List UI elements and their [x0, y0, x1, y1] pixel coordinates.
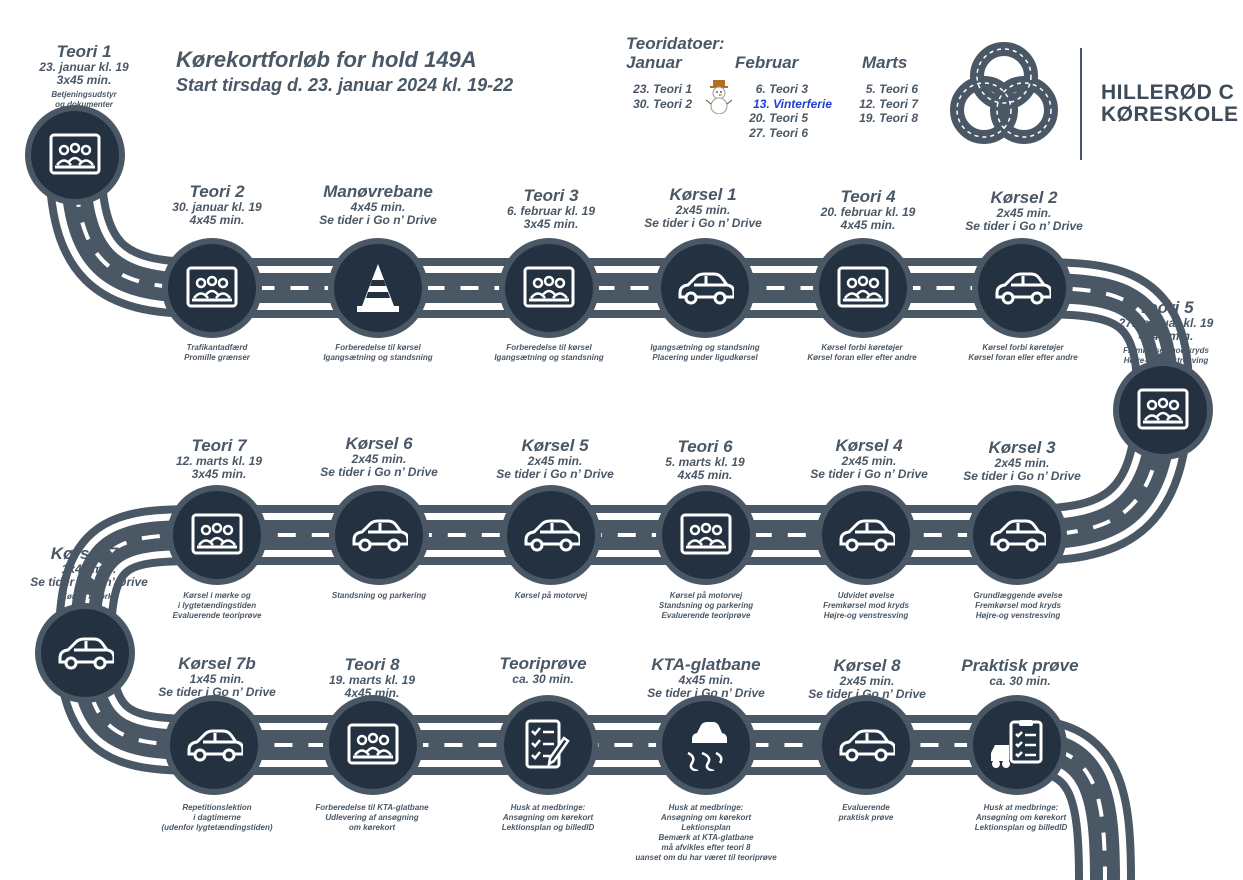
station-korsel4: [822, 491, 910, 579]
car-icon: [56, 636, 114, 670]
station-korsel3: [973, 491, 1061, 579]
station-korsel7b: [170, 701, 258, 789]
station-korsel6: [335, 491, 423, 579]
note-line: Standsning og parkering: [658, 601, 754, 610]
station-detail: 6. februar kl. 19: [506, 204, 596, 218]
station-detail: 2x45 min.: [527, 454, 583, 468]
station-detail: 2x45 min.: [996, 206, 1052, 220]
note-line: uanset om du har været til teoriprøve: [635, 853, 777, 862]
car-icon: [185, 728, 243, 762]
station-detail: 2x45 min.: [839, 674, 895, 688]
station-detail: Se tider i Go n’ Drive: [644, 216, 762, 230]
skid-icon: [682, 719, 730, 771]
station-label-teori3: [507, 186, 595, 231]
station-notes-korsel1: [650, 343, 759, 363]
station-notes-teori3: [494, 343, 603, 363]
station-teori1: [31, 111, 119, 199]
station-manovrebane: [334, 244, 422, 332]
note-line: Forberedelse til kørsel: [335, 343, 421, 352]
station-detail: 4x45 min.: [1138, 329, 1194, 343]
note-line: Ansøgning om kørekort: [502, 813, 594, 822]
note-line: Evaluerende: [842, 803, 890, 812]
note-line: Bemærk at KTA-glatbane: [658, 833, 754, 842]
note-line: Lektionsplan og billedID: [501, 823, 595, 832]
station-title: Teori 6: [677, 437, 733, 456]
station-detail: Se tider i Go n’ Drive: [808, 687, 926, 701]
station-title: KTA-glatbane: [651, 655, 761, 674]
station-label-kta: [647, 655, 765, 700]
classroom-icon: [523, 266, 575, 310]
station-notes-korsel5: [515, 591, 587, 601]
station-label-korsel2: [965, 188, 1083, 233]
station-label-teoriprove: [499, 654, 586, 686]
classroom-icon: [347, 723, 399, 767]
note-line: Kørsel forbi køretøjer: [821, 343, 903, 352]
note-line: Højre-og venstresving: [823, 611, 909, 620]
station-label-korsel7a: [30, 544, 148, 602]
cone-icon: [356, 262, 400, 314]
station-label-teori7: [176, 436, 262, 481]
note-line: Standsning og parkering: [331, 591, 427, 600]
station-detail: 2x45 min.: [841, 454, 897, 468]
note-line: Igangsætning og standsning: [494, 353, 604, 362]
car-icon: [837, 518, 895, 552]
car-icon: [676, 271, 734, 305]
station-detail: 5. marts kl. 19: [665, 455, 745, 469]
station-title: Kørsel 5: [521, 436, 589, 455]
station-detail: Se tider i Go n’ Drive: [158, 685, 276, 699]
note-line: Fremkørsel mod kryds: [975, 601, 1061, 610]
station-label-korsel1: [644, 185, 762, 230]
note-line: må afvikles efter teori 8: [661, 843, 751, 852]
station-label-korsel4: [810, 436, 928, 481]
station-detail: Se tider i Go n’ Drive: [963, 469, 1081, 483]
station-kta: [662, 701, 750, 789]
car-icon: [993, 271, 1051, 305]
note-line: Repetitionslektion: [182, 803, 252, 812]
station-detail: 4x45 min.: [840, 218, 896, 232]
classroom-icon: [186, 266, 238, 310]
logo-knot-icon: [948, 40, 1060, 152]
classroom-icon: [191, 513, 243, 557]
station-notes-korsel3: [974, 591, 1063, 621]
month-marts: Marts: [862, 53, 908, 72]
station-label-korsel6: [320, 434, 438, 479]
classroom-icon: [680, 513, 732, 557]
logo-line1: HILLERØD C: [1101, 81, 1235, 104]
classroom-icon: [1137, 388, 1189, 432]
note-line: Kørsel forbi køretøjer: [982, 343, 1064, 352]
note-line: praktisk prøve: [838, 813, 894, 822]
note-line: Forberedelse til KTA-glatbane: [315, 803, 429, 812]
note-line: Husk at medbringe:: [983, 803, 1059, 812]
station-praktisk: [973, 701, 1061, 789]
station-detail: 1x45 min.: [189, 672, 245, 686]
station-notes: [39, 90, 128, 110]
title-line1: Kørekortforløb for hold 149A: [176, 47, 477, 72]
station-label-manovrebane: [319, 182, 437, 227]
station-label-teori1: [39, 42, 128, 110]
note-line: Evaluerende teoriprøve: [172, 611, 262, 620]
note-line: Kørsel på motorvej: [514, 591, 588, 600]
station-title: Teori 5: [1138, 298, 1194, 317]
station-title: Teori 3: [523, 186, 579, 205]
note-line: Lektionsplan og billedID: [974, 823, 1068, 832]
station-detail: 30. januar kl. 19: [172, 200, 262, 214]
note-line: Grundlæggende øvelse: [973, 591, 1063, 600]
station-detail: 20. februar kl. 19: [820, 205, 916, 219]
station-notes-korsel7b: [161, 803, 272, 833]
station-korsel2: [978, 244, 1066, 332]
station-title: Kørsel 8: [833, 656, 901, 675]
month-februar: Februar: [735, 53, 799, 72]
station-title: Kørsel 6: [345, 434, 413, 453]
station-detail: 4x45 min.: [677, 468, 733, 482]
station-teori7: [173, 491, 261, 579]
month-januar: Januar: [626, 53, 682, 72]
schedule-line-highlight: 13. Vinterferie: [753, 96, 832, 111]
station-label-korsel5: [496, 436, 614, 481]
note-line: Udvidet øvelse: [837, 591, 895, 600]
station-detail: Se tider i Go n’ Drive: [965, 219, 1083, 233]
schedule-line: 27. Teori 6: [749, 125, 808, 140]
note-line: Fremkørsel mod kryds: [823, 601, 909, 610]
station-title: Manøvrebane: [323, 182, 433, 201]
note-line: Igangsætning og standsning: [650, 343, 760, 352]
station-detail: 23. januar kl. 19: [39, 60, 129, 74]
station-detail: ca. 30 min.: [512, 672, 574, 686]
schedule-januar-list: [622, 82, 692, 111]
station-title: Kørsel 7a: [50, 544, 128, 563]
station-label-teori5: [1119, 298, 1214, 366]
car-icon: [988, 518, 1046, 552]
station-detail: 2x45 min.: [994, 456, 1050, 470]
station-detail: 2x45 min.: [675, 203, 731, 217]
schedule-line: 19. Teori 8: [859, 111, 918, 125]
logo-text: [1101, 82, 1239, 126]
station-label-teori4: [821, 187, 916, 232]
station-notes-teori8: [315, 803, 428, 833]
classroom-icon: [837, 266, 889, 310]
station-notes-korsel6: [332, 591, 426, 601]
note-line: Forberedelse til kørsel: [506, 343, 592, 352]
station-detail: ca. 30 min.: [989, 674, 1051, 688]
station-detail: 3x45 min.: [56, 73, 112, 87]
note-line: Kørsel i mørke og: [183, 591, 251, 600]
station-korsel7a: [41, 609, 129, 697]
note-line: Kørsel i mørke: [61, 592, 117, 601]
title-line2: Start tirsdag d. 23. januar 2024 kl. 19-22: [176, 75, 514, 95]
station-label-teori8: [329, 655, 415, 700]
station-title: Teori 7: [191, 436, 247, 455]
station-korsel8: [822, 701, 910, 789]
station-detail: Se tider i Go n’ Drive: [810, 467, 928, 481]
station-detail: 27. februar kl. 19: [1118, 316, 1214, 330]
note-line: om kørekort: [348, 823, 396, 832]
station-title: Teori 8: [344, 655, 400, 674]
station-notes-teori4: [807, 343, 916, 363]
station-title: Kørsel 1: [669, 185, 737, 204]
station-detail: 4x45 min.: [350, 200, 406, 214]
schedule-heading: Teoridatoer:: [626, 34, 725, 53]
note-line: Kørsel foran eller efter andre: [807, 353, 917, 362]
station-notes-kta: [635, 803, 776, 863]
station-notes-teori6: [659, 591, 753, 621]
car-icon: [522, 518, 580, 552]
station-notes-teori7: [173, 591, 262, 621]
station-notes-korsel2: [968, 343, 1077, 363]
station-detail: 1x45 min.: [61, 562, 117, 576]
station-teori8: [329, 701, 417, 789]
station-label-korsel3: [963, 438, 1081, 483]
note-line: Husk at medbringe:: [510, 803, 586, 812]
station-detail: 19. marts kl. 19: [328, 673, 416, 687]
station-label-teori2: [172, 182, 261, 227]
station-title: Kørsel 4: [835, 436, 903, 455]
note-line: Ansøgning om kørekort: [975, 813, 1067, 822]
note-line: Lektionsplan: [681, 823, 731, 832]
station-title: Kørsel 2: [990, 188, 1058, 207]
station-detail: 2x45 min.: [351, 452, 407, 466]
note-line: (udenfor lygtetændingstiden): [161, 823, 273, 832]
logo-line2: KØRESKOLE: [1101, 103, 1239, 126]
note-line: Placering under ligudkørsel: [652, 353, 758, 362]
station-title: Kørsel 7b: [178, 654, 256, 673]
station-teori5: [1119, 366, 1207, 454]
checklist-icon: [524, 719, 572, 771]
station-detail: Se tider i Go n’ Drive: [319, 213, 437, 227]
station-detail: 4x45 min.: [344, 686, 400, 700]
station-notes-manovrebane: [323, 343, 432, 363]
station-notes-korsel4: [823, 591, 909, 621]
schedule-line: 6. Teori 3: [755, 82, 808, 96]
station-teori3: [505, 244, 593, 332]
station-notes: [1119, 346, 1214, 366]
car-icon: [350, 518, 408, 552]
station-detail: 4x45 min.: [189, 213, 245, 227]
station-detail: 4x45 min.: [678, 673, 734, 687]
schedule-line: 12. Teori 7: [859, 96, 918, 111]
station-title: Teori 1: [56, 42, 112, 61]
station-detail: Se tider i Go n’ Drive: [320, 465, 438, 479]
station-title: Praktisk prøve: [961, 656, 1079, 675]
station-label-teori6: [665, 437, 744, 482]
note-line: Trafikantadfærd: [186, 343, 248, 352]
station-notes-praktisk: [975, 803, 1067, 833]
schedule-februar-list: [735, 82, 832, 140]
note-line: Betjeningsudstyr: [51, 90, 117, 99]
note-line: Udlevering af ansøgning: [325, 813, 419, 822]
exam-car-icon: [989, 719, 1045, 771]
schedule-line: 5. Teori 6: [865, 82, 918, 96]
station-detail: 12. marts kl. 19: [175, 454, 263, 468]
note-line: Kørsel på motorvej: [669, 591, 743, 600]
note-line: i lygtetændingstiden: [177, 601, 257, 610]
station-teori4: [819, 244, 907, 332]
station-teoriprove: [504, 701, 592, 789]
station-detail: Se tider i Go n’ Drive: [496, 467, 614, 481]
car-icon: [837, 728, 895, 762]
note-line: i dagtimerne: [193, 813, 241, 822]
station-detail: 3x45 min.: [523, 217, 579, 231]
note-line: Ansøgning om kørekort: [660, 813, 752, 822]
station-label-praktisk: [961, 656, 1078, 688]
note-line: Højre-og venstresving: [1123, 356, 1209, 365]
page-title: [176, 48, 513, 98]
station-detail: Se tider i Go n’ Drive: [30, 575, 148, 589]
schedule-line: 20. Teori 5: [749, 111, 808, 125]
station-notes: [30, 592, 148, 602]
snowman-icon: [706, 80, 732, 114]
note-line: Promille grænser: [184, 353, 250, 362]
classroom-icon: [49, 133, 101, 177]
station-korsel5: [507, 491, 595, 579]
station-title: Teori 2: [189, 182, 245, 201]
station-title: Kørsel 3: [988, 438, 1056, 457]
note-line: Husk at medbringe:: [668, 803, 744, 812]
station-notes-teoriprove: [502, 803, 594, 833]
station-label-korsel8: [808, 656, 926, 701]
note-line: Kørsel foran eller efter andre: [968, 353, 1078, 362]
station-notes-teori2: [184, 343, 250, 363]
schedule-line: 23. Teori 1: [633, 82, 692, 96]
note-line: Evaluerende teoriprøve: [661, 611, 751, 620]
note-line: Igangsætning og standsning: [323, 353, 433, 362]
station-notes-korsel8: [839, 803, 894, 823]
note-line: og dokumenter: [55, 100, 113, 109]
station-teori6: [662, 491, 750, 579]
station-korsel1: [661, 244, 749, 332]
schedule-marts-list: [848, 82, 918, 126]
station-label-korsel7b: [158, 654, 276, 699]
station-detail: Se tider i Go n’ Drive: [647, 686, 765, 700]
schedule-line: 30. Teori 2: [633, 96, 692, 111]
note-line: Højre-og venstresving: [975, 611, 1061, 620]
note-line: Fremkørsel mod kryds: [1123, 346, 1209, 355]
logo-divider: [1080, 48, 1082, 160]
station-title: Teoriprøve: [499, 654, 587, 673]
station-teori2: [168, 244, 256, 332]
station-title: Teori 4: [840, 187, 896, 206]
station-detail: 3x45 min.: [191, 467, 247, 481]
